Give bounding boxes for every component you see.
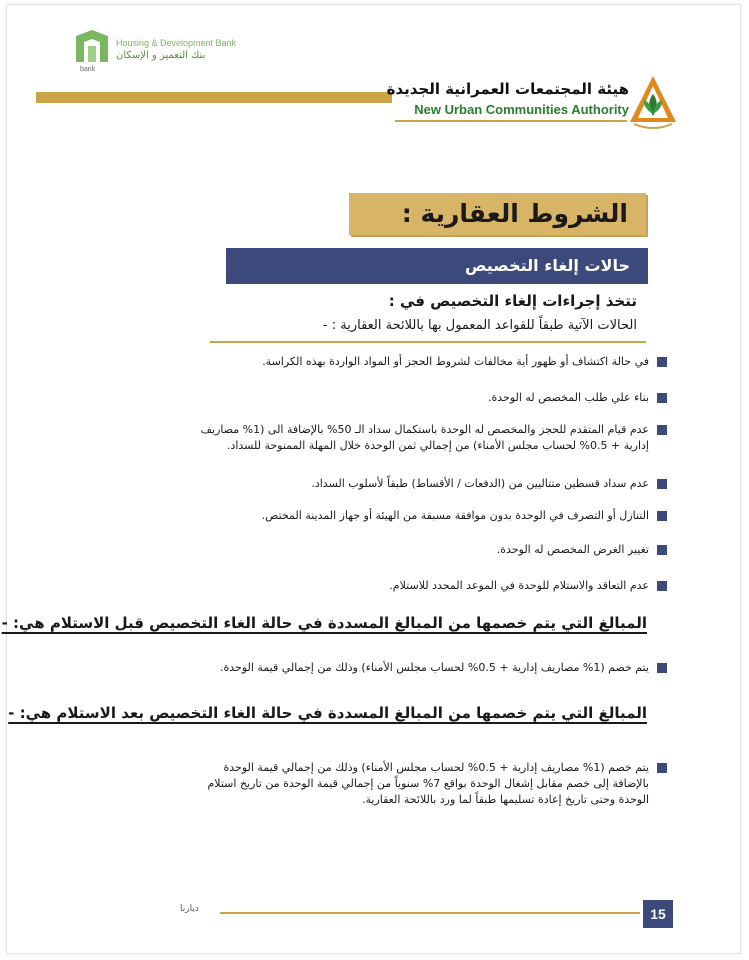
- procedures-heading: تتخذ إجراءات إلغاء التخصيص في :: [388, 292, 637, 310]
- list-item: عدم سداد قسطين متتاليين من (الدفعات / الأقساط) طبقاً لأسلوب السداد.: [311, 476, 649, 492]
- list-item: عدم قيام المتقدم للحجز والمخصص له الوحدة باستكمال سداد الـ 50% بالإضافة الى (1% مصاريف إدارية + 0.5% لحساب مجلس الأمناء) من إجمالي ثمن الوحدة خلال المهلة الممنوحة للسداد.: [201, 422, 649, 454]
- bullet-square-icon: [657, 763, 667, 773]
- list-item: عدم التعاقد والاستلام للوحدة في الموعد المحدد للاستلام.: [389, 578, 649, 594]
- list-item: التنازل أو التصرف في الوحدة بدون موافقة مسبقة من الهيئة أو جهاز المدينة المختص.: [262, 508, 649, 524]
- list-item: في حالة اكتشاف أو ظهور أية مخالفات لشروط الحجز أو المواد الواردة بهذه الكراسة.: [262, 354, 649, 370]
- list-item: بناء علي طلب المخصص له الوحدة.: [488, 390, 649, 406]
- authority-name-en: New Urban Communities Authority: [414, 102, 629, 117]
- authority-name-ar: هيئة المجتمعات العمرانية الجديدة: [386, 80, 629, 98]
- page-number: 15: [643, 900, 673, 928]
- bullet-square-icon: [657, 663, 667, 673]
- section-subtitle: حالات إلغاء التخصيص: [226, 248, 648, 284]
- bullet-square-icon: [657, 479, 667, 489]
- list-item: يتم خصم (1% مصاريف إدارية + 0.5% لحساب مجلس الأمناء) وذلك من إجمالي قيمة الوحدة بالإضافة إلى خصم مقابل إشغال الوحدة بواقع 7% سنوياً من إجمالي قيمة الوحدة من تاريخ استلام الوحدة وحتى تاريخ إعادة تسليمها طبقاً لما ورد باللائحة العقارية.: [207, 760, 649, 808]
- bullet-square-icon: [657, 545, 667, 555]
- footer-label: ديارنا: [180, 904, 199, 914]
- bullet-square-icon: [657, 357, 667, 367]
- list-item: يتم خصم (1% مصاريف إدارية + 0.5% لحساب مجلس الأمناء) وذلك من إجمالي قيمة الوحدة.: [220, 660, 649, 676]
- bullet-square-icon: [657, 425, 667, 435]
- bullet-square-icon: [657, 581, 667, 591]
- footer-line: [220, 912, 640, 914]
- bank-word: bank: [80, 66, 96, 73]
- bank-name-ar: بنك التعمير و الإسكان: [116, 50, 206, 61]
- cases-heading: الحالات الآتية طبقاً للقواعد المعمول بها باللائحة العقارية : -: [322, 318, 637, 333]
- bullet-square-icon: [657, 393, 667, 403]
- header-gold-bar: [36, 92, 392, 103]
- after-receipt-heading: المبالغ التي يتم خصمها من المبالغ المسددة في حالة الغاء التخصيص بعد الاستلام هي: -: [8, 704, 647, 722]
- cases-heading-underline: [210, 341, 646, 343]
- bank-name-en: Housing & Development Bank: [116, 38, 237, 48]
- before-receipt-heading: المبالغ التي يتم خصمها من المبالغ المسددة في حالة الغاء التخصيص قبل الاستلام هي: -: [1, 614, 647, 632]
- bank-logo: [72, 28, 262, 76]
- bullet-square-icon: [657, 511, 667, 521]
- page-title: الشروط العقارية :: [349, 193, 646, 235]
- authority-logo-icon: [628, 74, 678, 132]
- authority-underline: [395, 120, 627, 122]
- list-item: تغيير الغرض المخصص له الوحدة.: [497, 542, 649, 558]
